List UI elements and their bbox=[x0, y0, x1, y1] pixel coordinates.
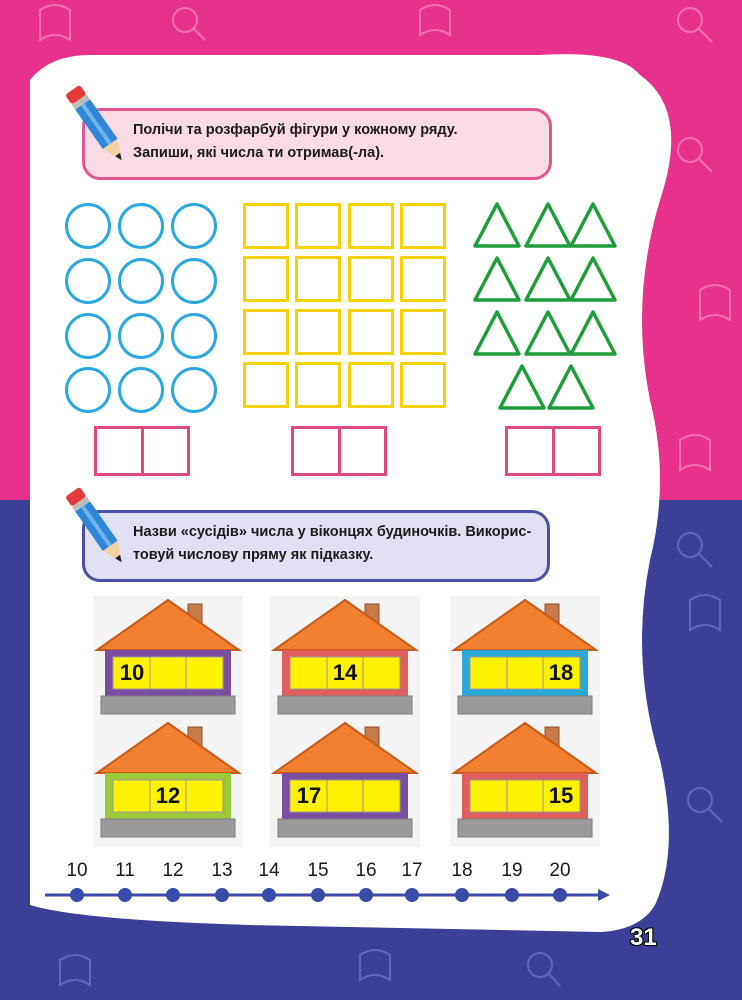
instruction-line: Запиши, які числа ти отримав(-ла). bbox=[133, 145, 385, 161]
pencil-icon bbox=[62, 482, 132, 572]
number-line-label: 15 bbox=[307, 860, 329, 881]
answer-box-triangles[interactable] bbox=[505, 426, 601, 476]
triangle-shape[interactable] bbox=[571, 258, 615, 300]
circle-shape[interactable] bbox=[171, 258, 217, 304]
square-shape[interactable] bbox=[400, 362, 446, 408]
instruction-line: Полічи та розфарбуй фігури у кожному ряду. bbox=[133, 122, 458, 138]
number-line-dot bbox=[311, 888, 325, 902]
circle-shape[interactable] bbox=[65, 367, 111, 413]
instruction-line: Назви «сусідів» числа у віконцях будиночків. Викорис- bbox=[133, 524, 532, 540]
square-shape[interactable] bbox=[348, 203, 394, 249]
triangles-group bbox=[468, 198, 618, 413]
house-number: 15 bbox=[548, 783, 574, 808]
number-line-label: 17 bbox=[401, 860, 423, 881]
number-line-dot bbox=[70, 888, 84, 902]
number-line-dot bbox=[359, 888, 373, 902]
house-card bbox=[93, 719, 243, 847]
number-line-dot bbox=[118, 888, 132, 902]
circle-shape[interactable] bbox=[65, 313, 111, 359]
house-card bbox=[270, 596, 420, 724]
circle-shape[interactable] bbox=[118, 313, 164, 359]
triangle-shape[interactable] bbox=[571, 204, 615, 246]
number-line bbox=[0, 880, 742, 920]
number-line-dot bbox=[215, 888, 229, 902]
number-line-dot bbox=[455, 888, 469, 902]
square-shape[interactable] bbox=[400, 309, 446, 355]
number-line-label: 10 bbox=[66, 860, 88, 881]
house-number: 17 bbox=[296, 783, 322, 808]
circle-shape[interactable] bbox=[171, 367, 217, 413]
square-shape[interactable] bbox=[400, 203, 446, 249]
answer-box-circles[interactable] bbox=[94, 426, 190, 476]
circle-shape[interactable] bbox=[118, 367, 164, 413]
number-line-dot bbox=[166, 888, 180, 902]
number-line-dot bbox=[262, 888, 276, 902]
square-shape[interactable] bbox=[243, 256, 289, 302]
number-line-dot bbox=[405, 888, 419, 902]
instruction-line: товуй числову пряму як підказку. bbox=[133, 547, 374, 563]
circle-shape[interactable] bbox=[65, 203, 111, 249]
triangle-shape[interactable] bbox=[526, 312, 570, 354]
house-number: 18 bbox=[548, 660, 574, 685]
number-line-label: 11 bbox=[115, 860, 135, 881]
square-shape[interactable] bbox=[348, 309, 394, 355]
number-line-label: 13 bbox=[211, 860, 233, 881]
circle-shape[interactable] bbox=[65, 258, 111, 304]
page-number: 31 bbox=[630, 924, 657, 951]
instruction-box-count bbox=[82, 108, 552, 180]
number-line-label: 14 bbox=[258, 860, 280, 881]
square-shape[interactable] bbox=[295, 203, 341, 249]
triangle-shape[interactable] bbox=[571, 312, 615, 354]
square-shape[interactable] bbox=[243, 362, 289, 408]
number-line-label: 19 bbox=[501, 860, 523, 881]
triangle-shape[interactable] bbox=[526, 258, 570, 300]
circle-shape[interactable] bbox=[118, 258, 164, 304]
triangle-shape[interactable] bbox=[549, 366, 593, 408]
number-line-label: 16 bbox=[355, 860, 377, 881]
triangle-shape[interactable] bbox=[475, 258, 519, 300]
square-shape[interactable] bbox=[295, 309, 341, 355]
square-shape[interactable] bbox=[295, 256, 341, 302]
house-number: 14 bbox=[332, 660, 358, 685]
house-card bbox=[450, 719, 600, 847]
square-shape[interactable] bbox=[400, 256, 446, 302]
pencil-icon bbox=[62, 80, 132, 170]
square-shape[interactable] bbox=[348, 362, 394, 408]
number-line-dot bbox=[553, 888, 567, 902]
house-card bbox=[450, 596, 600, 724]
square-shape[interactable] bbox=[243, 203, 289, 249]
answer-box-squares[interactable] bbox=[291, 426, 387, 476]
circle-shape[interactable] bbox=[118, 203, 164, 249]
arrow-head-icon bbox=[598, 889, 610, 901]
house-number: 10 bbox=[119, 660, 145, 685]
instruction-box-neighbors bbox=[82, 510, 550, 582]
triangle-shape[interactable] bbox=[475, 204, 519, 246]
number-line-label: 18 bbox=[451, 860, 473, 881]
house-number: 12 bbox=[155, 783, 181, 808]
number-line-label: 12 bbox=[162, 860, 184, 881]
square-shape[interactable] bbox=[243, 309, 289, 355]
circle-shape[interactable] bbox=[171, 203, 217, 249]
triangle-shape[interactable] bbox=[500, 366, 544, 408]
house-card bbox=[93, 596, 243, 724]
square-shape[interactable] bbox=[348, 256, 394, 302]
number-line-label: 20 bbox=[549, 860, 571, 881]
triangle-shape[interactable] bbox=[475, 312, 519, 354]
house-card bbox=[270, 719, 420, 847]
triangle-shape[interactable] bbox=[526, 204, 570, 246]
circle-shape[interactable] bbox=[171, 313, 217, 359]
square-shape[interactable] bbox=[295, 362, 341, 408]
number-line-dot bbox=[505, 888, 519, 902]
